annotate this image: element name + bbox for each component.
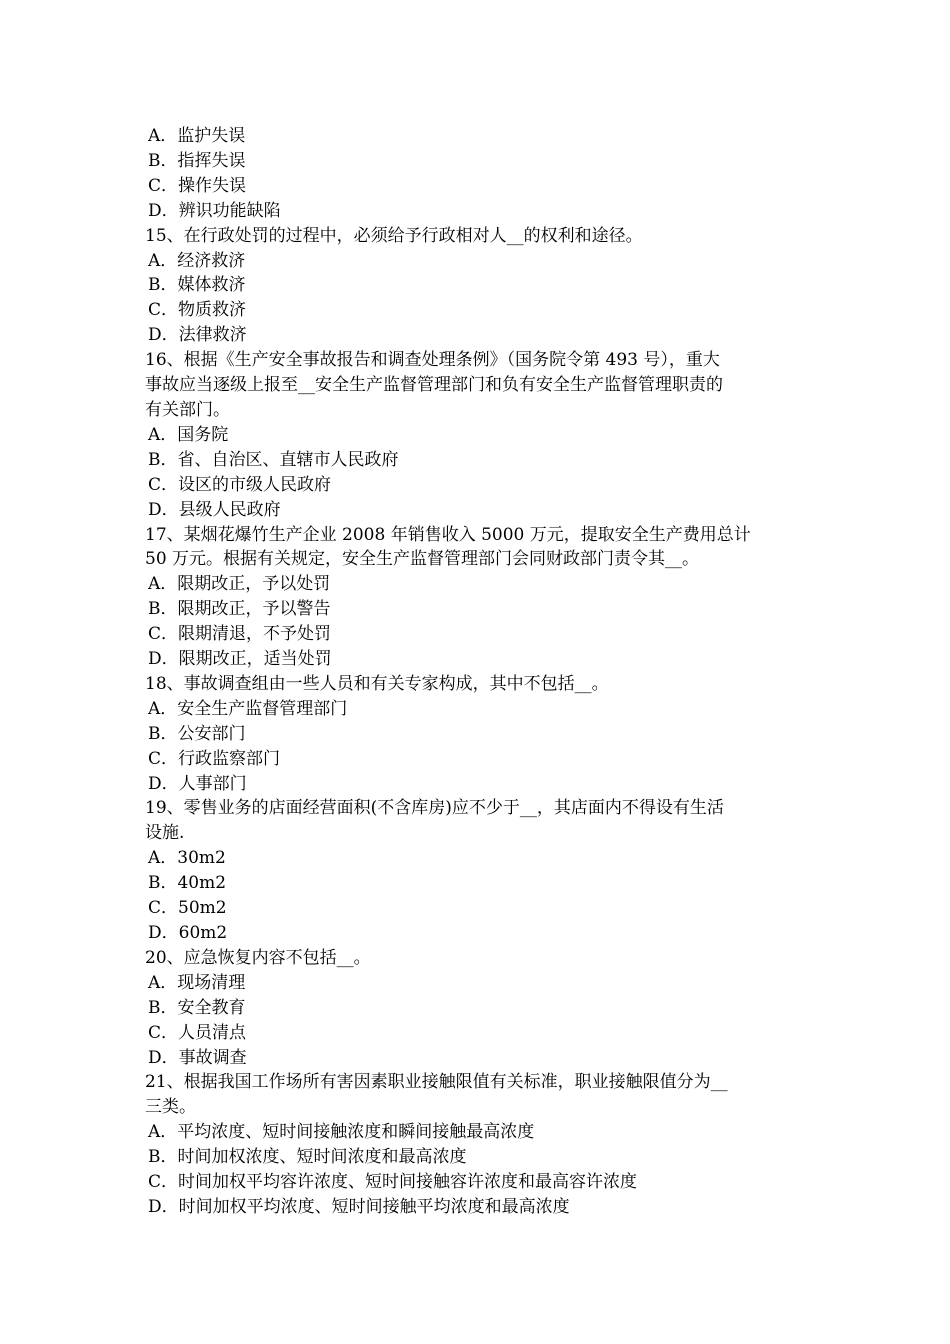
answer-option-line: D．事故调查 (148, 1047, 247, 1068)
answer-option-line: A．限期改正，予以处罚 (148, 574, 331, 595)
answer-option-line: D．人事部门 (148, 773, 247, 794)
question-text-line: 有关部门。 (145, 399, 230, 420)
answer-option-line: A．平均浓度、短时间接触浓度和瞬间接触最高浓度 (148, 1122, 535, 1143)
answer-option-line: A．安全生产监督管理部门 (148, 698, 348, 719)
answer-option-line: C．操作失误 (148, 175, 247, 196)
question-text-line: 设施. (145, 823, 185, 844)
answer-option-line: B．指挥失误 (148, 150, 246, 171)
answer-option-line: B．时间加权浓度、短时间浓度和最高浓度 (148, 1147, 467, 1168)
answer-option-line: B．公安部门 (148, 723, 246, 744)
answer-option-line: A．经济救济 (148, 250, 246, 271)
question-text-line: 21、根据我国工作场所有害因素职业接触限值有关标准，职业接触限值分为__ (145, 1072, 728, 1093)
answer-option-line: B．限期改正，予以警告 (148, 599, 331, 620)
document-body (145, 124, 810, 1220)
answer-option-line: B．媒体救济 (148, 275, 246, 296)
answer-option-line: C．行政监察部门 (148, 748, 281, 769)
answer-option-line: B．省、自治区、直辖市人民政府 (148, 449, 399, 470)
question-text-line: 15、在行政处罚的过程中，必须给予行政相对人__的权利和途径。 (145, 225, 643, 246)
question-text-line: 三类。 (145, 1097, 196, 1118)
answer-option-line: C．50m2 (148, 898, 227, 919)
answer-option-line: C．人员清点 (148, 1022, 247, 1043)
answer-option-line: A．监护失误 (148, 126, 246, 146)
question-text-line: 20、应急恢复内容不包括__。 (145, 947, 371, 968)
question-text-line: 17、某烟花爆竹生产企业 2008 年销售收入 5000 万元，提取安全生产费用总计 (145, 524, 751, 545)
answer-option-line: D．60m2 (148, 923, 228, 943)
answer-option-line: C．限期清退，不予处罚 (148, 624, 332, 645)
answer-option-line: A．现场清理 (148, 972, 246, 993)
answer-option-line: A．30m2 (148, 848, 226, 869)
question-text-line: 50 万元。根据有关规定，安全生产监督管理部门会同财政部门责令其__。 (145, 549, 700, 570)
question-text-line: 16、根据《生产安全事故报告和调查处理条例》（国务院令第 493 号），重大 (145, 350, 720, 371)
answer-option-line: D．法律救济 (148, 325, 247, 346)
question-text-line: 事故应当逐级上报至__安全生产监督管理部门和负有安全生产监督管理职责的 (145, 375, 723, 396)
answer-option-line: C．时间加权平均容许浓度、短时间接触容许浓度和最高容许浓度 (148, 1172, 638, 1193)
answer-option-line: D．限期改正，适当处罚 (148, 649, 332, 670)
answer-option-line: C．设区的市级人民政府 (148, 474, 332, 495)
answer-option-line: A．国务院 (148, 424, 229, 445)
answer-option-line: D．时间加权平均浓度、短时间接触平均浓度和最高浓度 (148, 1196, 570, 1217)
question-text-line: 19、零售业务的店面经营面积(不含库房)应不少于__，其店面内不得设有生活 (145, 798, 724, 819)
answer-option-line: C．物质救济 (148, 300, 247, 321)
answer-option-line: D．辨识功能缺陷 (148, 200, 281, 221)
answer-option-line: B．安全教育 (148, 997, 246, 1018)
answer-option-line: D．县级人民政府 (148, 499, 281, 520)
answer-option-line: B．40m2 (148, 873, 227, 894)
question-text-line: 18、事故调查组由一些人员和有关专家构成，其中不包括__。 (145, 673, 609, 694)
